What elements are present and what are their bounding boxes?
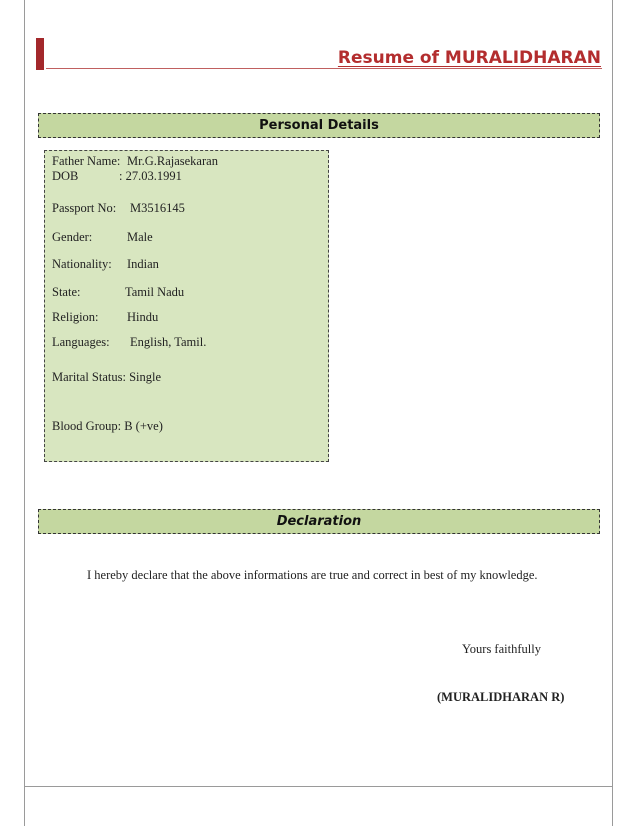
dob-label: DOB	[52, 169, 79, 183]
passport-label: Passport No:	[52, 201, 117, 215]
languages-value: English, Tamil.	[130, 335, 207, 349]
languages-row	[52, 335, 207, 350]
father-name-value: Mr.G.Rajasekaran	[127, 154, 218, 168]
state-value: Tamil Nadu	[125, 285, 185, 299]
nationality-row	[52, 257, 159, 272]
languages-label: Languages:	[52, 335, 110, 349]
gender-value: Male	[127, 230, 153, 244]
nationality-label: Nationality:	[52, 257, 112, 271]
closing-text: Yours faithfully	[462, 642, 541, 656]
page-border-bottom	[24, 786, 613, 787]
blood-group: Blood Group: B (+ve)	[52, 419, 163, 433]
signature-name: (MURALIDHARAN R)	[437, 690, 565, 704]
title-rule	[46, 68, 602, 69]
personal-details-heading: Personal Details	[38, 113, 600, 138]
passport-value: M3516145	[130, 201, 185, 215]
dob-row	[52, 169, 182, 184]
marital-status: Marital Status: Single	[52, 370, 162, 384]
religion-row	[52, 310, 159, 325]
title-accent-bar	[36, 38, 44, 70]
state-row	[52, 285, 185, 300]
gender-row	[52, 230, 153, 245]
religion-value: Hindu	[127, 310, 159, 324]
state-label: State:	[52, 285, 81, 299]
declaration-heading: Declaration	[38, 509, 600, 534]
dob-value: : 27.03.1991	[119, 169, 182, 183]
religion-label: Religion:	[52, 310, 99, 324]
personal-details-box	[44, 150, 329, 462]
gender-label: Gender:	[52, 230, 93, 244]
declaration-text: I hereby declare that the above informations are true and correct in best of my knowledge.	[87, 568, 538, 582]
document-title: Resume of MURALIDHARAN	[337, 48, 601, 68]
page-border-left	[24, 0, 25, 826]
father-name-label: Father Name:	[52, 154, 121, 168]
father-name-row	[52, 154, 218, 169]
passport-row	[52, 201, 185, 216]
page-border-right	[612, 0, 613, 826]
nationality-value: Indian	[127, 257, 159, 271]
